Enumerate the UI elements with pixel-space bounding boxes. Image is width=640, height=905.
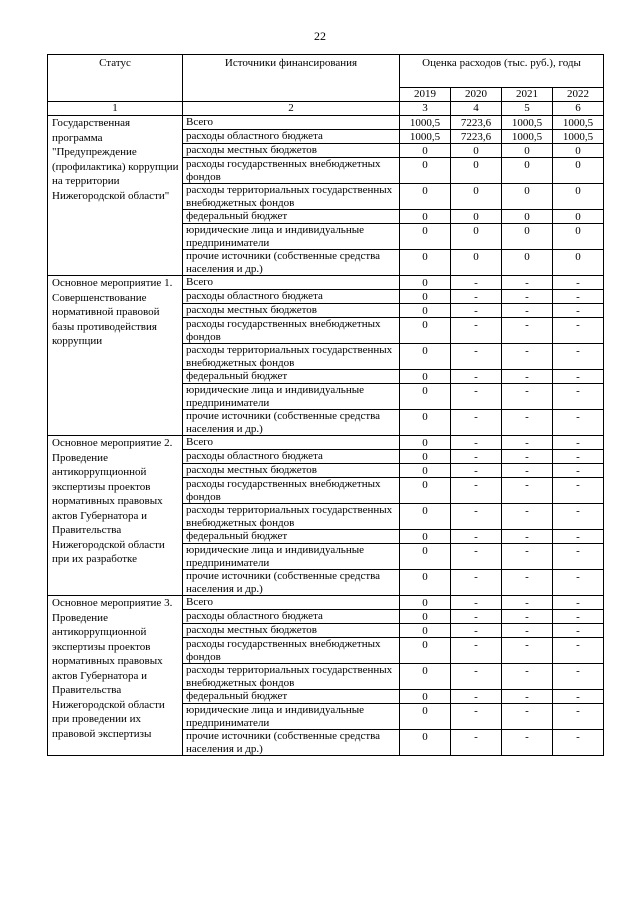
value-cell: 0 <box>400 544 451 570</box>
value-cell: 0 <box>400 250 451 276</box>
value-cell: 0 <box>400 704 451 730</box>
status-cell: Основное мероприятие 3. Проведение антикоррупционной экспертизы проектов нормативных правовых актов Губернатора и Правительства Нижегородской области при проведении их правовой экспертизы <box>48 596 183 756</box>
value-cell: - <box>451 318 502 344</box>
col-num-cell: 3 <box>400 102 451 116</box>
value-cell: - <box>502 664 553 690</box>
value-cell: 0 <box>553 184 604 210</box>
value-cell: 0 <box>400 210 451 224</box>
value-cell: - <box>451 530 502 544</box>
value-cell: 0 <box>400 530 451 544</box>
value-cell: - <box>553 384 604 410</box>
year-cell: 2022 <box>553 87 604 101</box>
value-cell: 0 <box>400 624 451 638</box>
value-cell: - <box>553 530 604 544</box>
value-cell: - <box>451 570 502 596</box>
value-cell: 0 <box>400 318 451 344</box>
source-cell: расходы государственных внебюджетных фондов <box>183 478 400 504</box>
value-cell: 7223,6 <box>451 130 502 144</box>
value-cell: 1000,5 <box>502 116 553 130</box>
value-cell: 0 <box>400 610 451 624</box>
value-cell: - <box>502 464 553 478</box>
value-cell: 0 <box>553 250 604 276</box>
value-cell: 0 <box>553 158 604 184</box>
source-cell: юридические лица и индивидуальные предприниматели <box>183 224 400 250</box>
value-cell: - <box>451 436 502 450</box>
source-cell: юридические лица и индивидуальные предприниматели <box>183 704 400 730</box>
year-cell: 2021 <box>502 87 553 101</box>
value-cell: 0 <box>451 210 502 224</box>
value-cell: 0 <box>451 224 502 250</box>
source-cell: федеральный бюджет <box>183 530 400 544</box>
value-cell: - <box>502 624 553 638</box>
page-number: 22 <box>314 29 326 43</box>
value-cell: - <box>553 638 604 664</box>
value-cell: 0 <box>400 276 451 290</box>
source-cell: расходы областного бюджета <box>183 610 400 624</box>
value-cell: 1000,5 <box>553 116 604 130</box>
year-cell: 2019 <box>400 87 451 101</box>
value-cell: 0 <box>400 410 451 436</box>
value-cell: - <box>451 276 502 290</box>
table-row <box>48 116 604 130</box>
value-cell: 1000,5 <box>502 130 553 144</box>
table-row <box>48 436 604 450</box>
value-cell: - <box>451 690 502 704</box>
value-cell: 0 <box>502 224 553 250</box>
value-cell: - <box>553 276 604 290</box>
col-num-cell: 1 <box>48 102 183 116</box>
value-cell: - <box>451 610 502 624</box>
source-cell: расходы областного бюджета <box>183 450 400 464</box>
value-cell: - <box>553 436 604 450</box>
value-cell: - <box>502 318 553 344</box>
value-cell: 1000,5 <box>400 116 451 130</box>
value-cell: - <box>502 344 553 370</box>
value-cell: - <box>451 290 502 304</box>
source-cell: прочие источники (собственные средства населения и др.) <box>183 730 400 756</box>
year-cell: 2020 <box>451 87 502 101</box>
value-cell: - <box>502 596 553 610</box>
value-cell: 0 <box>502 144 553 158</box>
value-cell: - <box>553 290 604 304</box>
source-cell: Всего <box>183 436 400 450</box>
value-cell: - <box>502 544 553 570</box>
value-cell: - <box>553 570 604 596</box>
source-cell: расходы государственных внебюджетных фондов <box>183 638 400 664</box>
value-cell: - <box>451 450 502 464</box>
value-cell: 0 <box>400 224 451 250</box>
value-cell: 0 <box>400 344 451 370</box>
value-cell: - <box>502 384 553 410</box>
value-cell: - <box>502 704 553 730</box>
value-cell: - <box>502 304 553 318</box>
value-cell: 1000,5 <box>400 130 451 144</box>
value-cell: - <box>502 638 553 664</box>
source-cell: Всего <box>183 276 400 290</box>
value-cell: 0 <box>400 144 451 158</box>
value-cell: - <box>502 570 553 596</box>
value-cell: 0 <box>400 664 451 690</box>
value-cell: 0 <box>400 158 451 184</box>
value-cell: - <box>451 544 502 570</box>
value-cell: 0 <box>400 304 451 318</box>
value-cell: - <box>502 690 553 704</box>
source-cell: расходы местных бюджетов <box>183 464 400 478</box>
value-cell: 0 <box>400 450 451 464</box>
value-cell: - <box>502 436 553 450</box>
value-cell: - <box>553 610 604 624</box>
value-cell: - <box>451 664 502 690</box>
value-cell: - <box>502 530 553 544</box>
source-cell: расходы территориальных государственных внебюджетных фондов <box>183 504 400 530</box>
value-cell: 0 <box>451 184 502 210</box>
value-cell: - <box>553 464 604 478</box>
value-cell: - <box>502 610 553 624</box>
source-cell: расходы местных бюджетов <box>183 304 400 318</box>
value-cell: 0 <box>400 638 451 664</box>
value-cell: - <box>553 690 604 704</box>
value-cell: 0 <box>502 250 553 276</box>
table-row <box>48 596 604 610</box>
source-cell: прочие источники (собственные средства населения и др.) <box>183 410 400 436</box>
source-cell: федеральный бюджет <box>183 690 400 704</box>
value-cell: 0 <box>400 290 451 304</box>
value-cell: - <box>553 504 604 530</box>
header-status: Статус <box>48 55 183 102</box>
value-cell: - <box>553 730 604 756</box>
value-cell: - <box>553 450 604 464</box>
value-cell: 0 <box>502 158 553 184</box>
value-cell: - <box>451 344 502 370</box>
value-cell: - <box>451 384 502 410</box>
header-estimate: Оценка расходов (тыс. руб.), годы <box>400 55 604 88</box>
source-cell: федеральный бюджет <box>183 210 400 224</box>
value-cell: - <box>502 410 553 436</box>
value-cell: - <box>553 596 604 610</box>
source-cell: расходы государственных внебюджетных фондов <box>183 318 400 344</box>
source-cell: расходы местных бюджетов <box>183 624 400 638</box>
table-row <box>48 276 604 290</box>
value-cell: - <box>502 276 553 290</box>
source-cell: расходы территориальных государственных внебюджетных фондов <box>183 184 400 210</box>
value-cell: 0 <box>400 184 451 210</box>
value-cell: - <box>451 624 502 638</box>
value-cell: 0 <box>400 478 451 504</box>
value-cell: - <box>451 410 502 436</box>
header-sources: Источники финансирования <box>183 55 400 102</box>
col-num-cell: 5 <box>502 102 553 116</box>
value-cell: - <box>451 304 502 318</box>
value-cell: 7223,6 <box>451 116 502 130</box>
value-cell: 0 <box>553 210 604 224</box>
header-row <box>48 55 604 88</box>
source-cell: Всего <box>183 116 400 130</box>
value-cell: - <box>451 464 502 478</box>
source-cell: прочие источники (собственные средства населения и др.) <box>183 250 400 276</box>
col-num-cell: 2 <box>183 102 400 116</box>
value-cell: - <box>553 304 604 318</box>
value-cell: 0 <box>502 184 553 210</box>
value-cell: - <box>502 450 553 464</box>
value-cell: 0 <box>400 730 451 756</box>
value-cell: - <box>451 370 502 384</box>
value-cell: 0 <box>400 384 451 410</box>
source-cell: федеральный бюджет <box>183 370 400 384</box>
col-num-cell: 4 <box>451 102 502 116</box>
value-cell: 0 <box>400 504 451 530</box>
value-cell: - <box>502 730 553 756</box>
value-cell: 0 <box>451 250 502 276</box>
value-cell: 0 <box>400 690 451 704</box>
source-cell: юридические лица и индивидуальные предприниматели <box>183 544 400 570</box>
value-cell: - <box>553 318 604 344</box>
value-cell: - <box>553 478 604 504</box>
value-cell: - <box>451 704 502 730</box>
value-cell: 0 <box>553 224 604 250</box>
value-cell: - <box>451 638 502 664</box>
value-cell: - <box>553 664 604 690</box>
value-cell: - <box>451 504 502 530</box>
value-cell: 0 <box>451 144 502 158</box>
status-cell: Государственная программа "Предупреждение (профилактика) коррупции на территории Нижегородской области" <box>48 116 183 276</box>
value-cell: 0 <box>502 210 553 224</box>
value-cell: - <box>502 370 553 384</box>
value-cell: 0 <box>400 596 451 610</box>
value-cell: - <box>553 544 604 570</box>
value-cell: - <box>451 478 502 504</box>
col-num-cell: 6 <box>553 102 604 116</box>
value-cell: - <box>451 730 502 756</box>
status-cell: Основное мероприятие 1. Совершенствование нормативной правовой базы противодействия коррупции <box>48 276 183 436</box>
value-cell: - <box>502 478 553 504</box>
value-cell: - <box>502 290 553 304</box>
value-cell: 0 <box>400 436 451 450</box>
value-cell: - <box>553 624 604 638</box>
value-cell: - <box>553 344 604 370</box>
financing-table <box>47 54 604 756</box>
value-cell: 1000,5 <box>553 130 604 144</box>
source-cell: прочие источники (собственные средства населения и др.) <box>183 570 400 596</box>
value-cell: 0 <box>400 570 451 596</box>
source-cell: юридические лица и индивидуальные предприниматели <box>183 384 400 410</box>
column-number-row <box>48 102 604 116</box>
value-cell: 0 <box>400 370 451 384</box>
value-cell: - <box>451 596 502 610</box>
value-cell: - <box>553 370 604 384</box>
status-cell: Основное мероприятие 2. Проведение антикоррупционной экспертизы проектов нормативных правовых актов Губернатора и Правительства Нижегородской области при их разработке <box>48 436 183 596</box>
value-cell: - <box>502 504 553 530</box>
source-cell: расходы территориальных государственных внебюджетных фондов <box>183 664 400 690</box>
source-cell: расходы государственных внебюджетных фондов <box>183 158 400 184</box>
value-cell: 0 <box>451 158 502 184</box>
source-cell: Всего <box>183 596 400 610</box>
source-cell: расходы местных бюджетов <box>183 144 400 158</box>
value-cell: - <box>553 410 604 436</box>
value-cell: - <box>553 704 604 730</box>
source-cell: расходы территориальных государственных внебюджетных фондов <box>183 344 400 370</box>
source-cell: расходы областного бюджета <box>183 290 400 304</box>
value-cell: 0 <box>400 464 451 478</box>
value-cell: 0 <box>553 144 604 158</box>
source-cell: расходы областного бюджета <box>183 130 400 144</box>
